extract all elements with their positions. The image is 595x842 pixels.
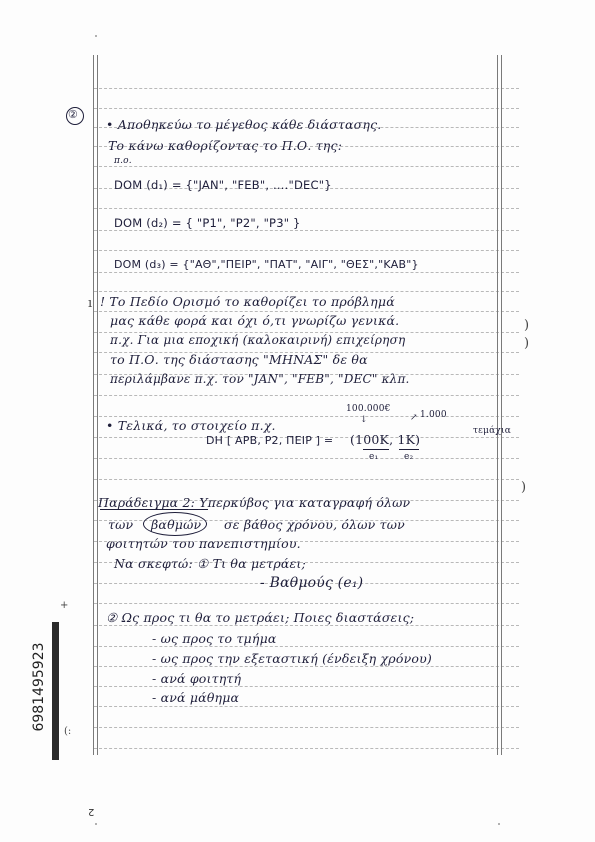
example-2-line-2c: σε βάθος χρόνου, όλων των (224, 517, 405, 532)
right-margin-line (497, 55, 498, 755)
dom-d2: DOM (d₂) = { "P1", "P2", "P3" } (114, 216, 301, 230)
annotation-units: τεμάχια (473, 426, 512, 436)
underline-e1 (363, 449, 389, 450)
note-line-1: • Αποθηκεύω το μέγεθος κάθε διάστασης. (106, 117, 382, 132)
underline-e2 (399, 449, 419, 450)
plus-mark: + (60, 600, 69, 611)
rule-line (94, 646, 519, 647)
measure-tuple: (100K, 1K) (350, 432, 421, 447)
hole-dot (95, 35, 97, 37)
dom-d1: DOM (d₁) = {"JAN", "FEB", ...."DEC"} (114, 178, 332, 192)
rule-line (94, 250, 519, 251)
example-2-title: Παράδειγμα 2: Υπερκύβος για καταγραφή όλων (98, 495, 411, 510)
rule-line (94, 230, 519, 231)
annotation-1000: 1.000 (420, 410, 447, 420)
rule-line (94, 291, 519, 292)
bullet-course: - ανά μάθημα (152, 690, 240, 705)
margin-bracket: ) (524, 318, 530, 333)
margin-bar (52, 622, 59, 760)
bullet-exam-period: - ως προς την εξεταστική (ένδειξη χρόνου) (152, 651, 432, 666)
margin-mark: ı (88, 296, 93, 311)
left-margin-line (97, 55, 98, 755)
label-e2: e₂ (404, 452, 414, 462)
rule-line (94, 727, 519, 728)
rule-line (94, 416, 519, 417)
note-line-2: Το κάνω καθορίζοντας το Π.Ο. της: (108, 138, 343, 153)
item-number: ② (68, 108, 79, 121)
rule-line (94, 666, 519, 667)
rule-line (94, 603, 519, 604)
example-2-think: Να σκεφτώ: ① Τι θα μετράει; (114, 556, 306, 571)
paragraph-line-2: μας κάθε φορά και όχι ό,τι γνωρίζω γενικά. (110, 313, 400, 328)
example-2-underline (100, 509, 208, 510)
example-2-line-2a: των (108, 517, 134, 532)
rule-line (94, 686, 519, 687)
arrow-icon: ↗ (410, 413, 418, 423)
right-margin-line (501, 55, 502, 755)
paragraph-line-1: ! Το Πεδίο Ορισμό το καθορίζει το πρόβλημά (100, 294, 395, 309)
rule-line (94, 706, 519, 707)
paragraph-line-4: το Π.Ο. της διάστασης "ΜΗΝΑΣ" δε θα (110, 352, 368, 367)
rule-line (94, 208, 519, 209)
rule-line (94, 311, 519, 312)
annotation-100k: 100.000€ (346, 404, 391, 414)
bullet-student: - ανά φοιτητή (152, 671, 242, 686)
hole-dot (498, 823, 500, 825)
example-2-line-3: φοιτητών του πανεπιστημίου. (106, 536, 301, 551)
paragraph-line-5: περιλάμβανε π.χ. τον "JAN", "FEB", "DEC" κλπ. (110, 372, 410, 386)
rule-line (94, 108, 519, 109)
rule-line (94, 458, 519, 459)
label-e1: e₁ (369, 452, 379, 462)
arrow-down-icon: ↓ (360, 415, 368, 425)
side-number-text: 6981495923 (31, 642, 47, 732)
bracket-mark: (: (64, 726, 72, 737)
margin-bracket: ) (524, 336, 530, 351)
paragraph-line-3: π.χ. Για μια εποχική (καλοκαιρινή) επιχείρηση (110, 333, 406, 347)
rule-line (94, 166, 519, 167)
example-2-measure: - Βαθμούς (e₁) (260, 575, 364, 591)
rule-line (94, 625, 519, 626)
final-line: • Τελικά, το στοιχείο π.χ. (106, 418, 276, 433)
hypercube-cell: DH [ APB, P2, ΠΕΙΡ ] = (206, 434, 334, 447)
bullet-department: - ως προς το τμήμα (152, 631, 277, 646)
rule-line (94, 748, 519, 749)
question-2: ② Ως προς τι θα το μετράει; Ποιες διαστάσεις; (106, 610, 415, 625)
margin-bracket: ) (521, 480, 527, 495)
circled-word: βαθμών (151, 517, 202, 532)
rule-line (94, 88, 519, 89)
rule-line (94, 395, 519, 396)
left-margin-line (93, 55, 94, 755)
rule-line (94, 479, 519, 480)
hole-dot (95, 823, 97, 825)
po-annotation: π.ο. (114, 156, 132, 166)
rule-line (94, 272, 519, 273)
side-phone-number (30, 612, 48, 762)
dom-d3: DOM (d₃) = {"ΑΘ","ΠΕΙΡ", "ΠΑΤ", "ΑΙΓ", "ΘΕΣ","ΚΑΒ"} (114, 258, 419, 271)
page-number: 2 (88, 806, 95, 817)
